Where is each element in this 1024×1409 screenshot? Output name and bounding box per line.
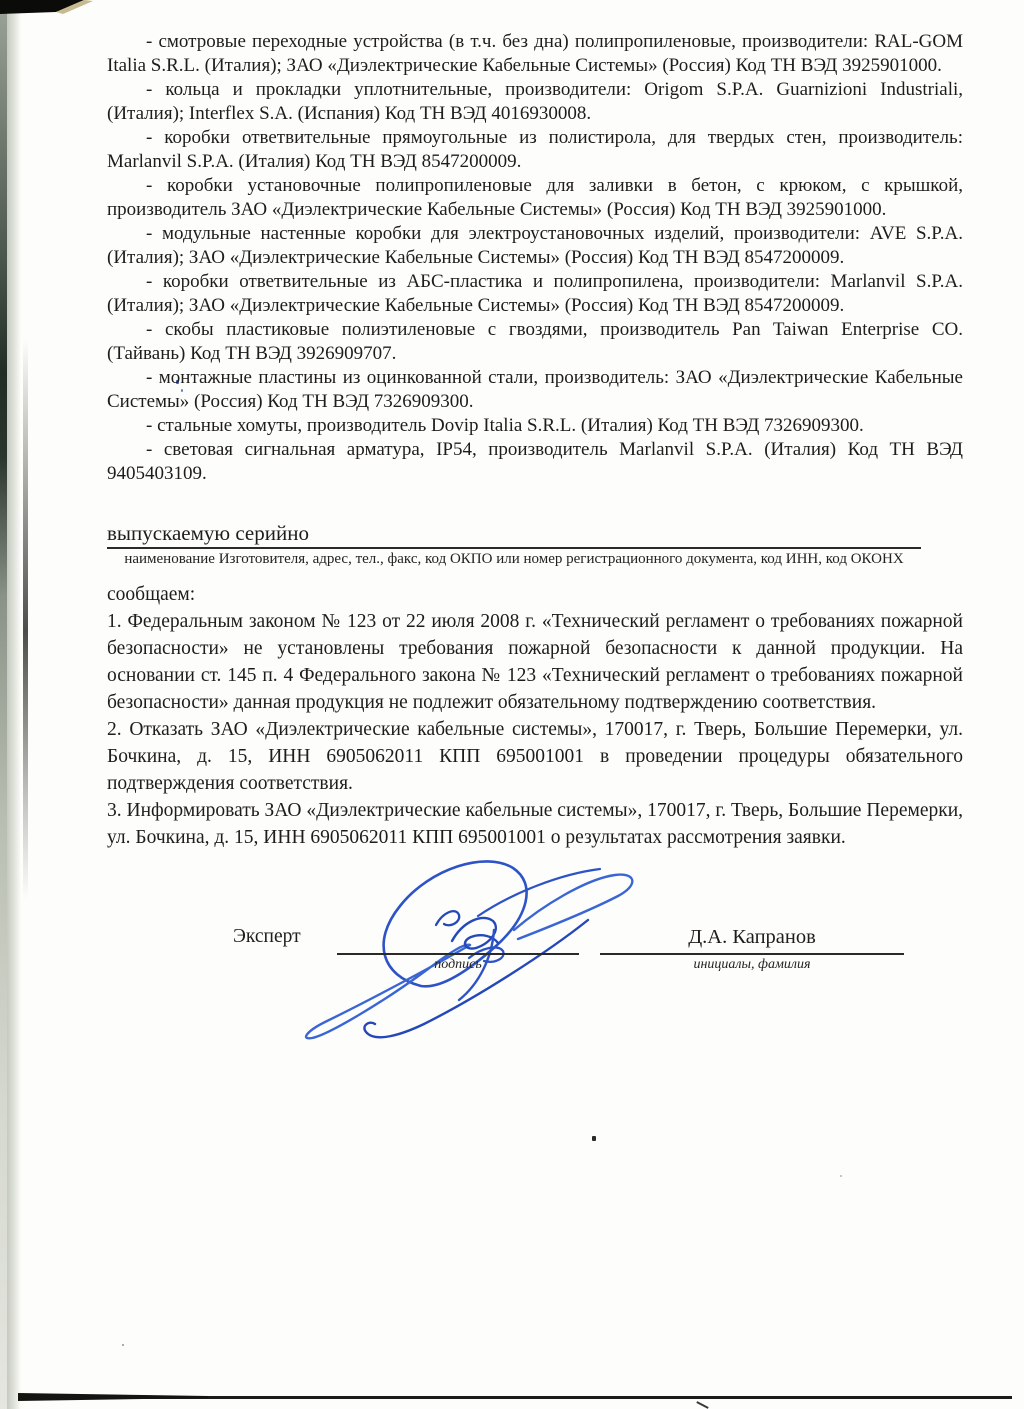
scan-bottom-tick <box>696 1401 708 1409</box>
signature-line <box>337 953 579 955</box>
intro-text: сообщаем: <box>107 584 196 605</box>
scan-left-shadow-line <box>23 340 28 900</box>
clause-item: 1. Федеральным законом № 123 от 22 июля 2008 г. «Технический регламент о требованиях пожарной безопасности» не установлены требования пожарной безопасности к данной продукции. На основании ст. 145 п. 4 Федерального закона № 123 «Технический регламент о требованиях пожарной безопасности» данная продукция не подлежит обязательному подтверждению соответствия. <box>107 611 963 713</box>
manufacturer-field-value: выпускаемую серийно <box>107 520 921 549</box>
product-item: - стальные хомуты, производитель Dovip Italia S.R.L. (Италия) Код ТН ВЭД 7326909300. <box>146 415 864 436</box>
scan-left-edge-band <box>0 8 7 1409</box>
clause-item: 2. Отказать ЗАО «Диэлектрические кабельные системы», 170017, г. Тверь, Большие Перемерки, ул. Бочкина, д. 15, ИНН 6905062011 КПП 695001001 в проведении процедуры обязательного подтверждения соответствия. <box>107 719 963 794</box>
name-caption: инициалы, фамилия <box>693 957 811 972</box>
product-item: - коробки ответвительные из АБС-пластика и полипропилена, производители: Marlanvil S.P.A. (Италия); ЗАО «Диэлектрические Кабельные Системы» (Россия) Код ТН ВЭД 8547200009. <box>107 271 963 316</box>
product-item: - световая сигнальная арматура, IP54, производитель Marlanvil S.P.A. (Италия) Код ТН ВЭД 9405403109. <box>107 439 963 484</box>
scan-speck <box>122 1344 124 1346</box>
manufacturer-field <box>107 520 921 568</box>
product-list <box>107 30 963 522</box>
product-item: - скобы пластиковые полиэтиленовые с гвоздями, производитель Pan Taiwan Enterprise CO. (Тайвань) Код ТН ВЭД 3926909707. <box>107 319 963 364</box>
manufacturer-field-caption: наименование Изготовителя, адрес, тел., факс, код ОКПО или номер регистрационного документа, код ИНН, код ОКОНХ <box>124 551 904 567</box>
scan-speck <box>592 1136 596 1141</box>
product-item: - кольца и прокладки уплотнительные, производители: Origom S.P.A. Guarnizioni Industriali, (Италия); Interflex S.A. (Испания) Код ТН ВЭД 4016930008. <box>107 79 963 124</box>
expert-role-label: Эксперт <box>233 926 301 947</box>
scan-left-edge-fade <box>7 8 21 1409</box>
product-item: - коробки ответвительные прямоугольные из полистирола, для твердых стен, производитель: Marlanvil S.P.A. (Италия) Код ТН ВЭД 8547200009. <box>107 127 963 172</box>
signature-scribble <box>280 845 660 1055</box>
clause-list <box>107 608 963 851</box>
product-item: - смотровые переходные устройства (в т.ч. без дна) полипропиленовые, производители: RAL-GOM Italia S.R.L. (Италия); ЗАО «Диэлектрические Кабельные Системы» (Россия) Код ТН ВЭД 3925901000. <box>107 31 963 76</box>
signature-caption: подпись <box>434 957 482 972</box>
product-item: - коробки установочные полипропиленовые для заливки в бетон, с крюком, с крышкой, производитель ЗАО «Диэлектрические Кабельные Системы» (Россия) Код ТН ВЭД 3925901000. <box>107 175 963 220</box>
scan-speck <box>840 1175 842 1177</box>
product-item: - монтажные пластины из оцинкованной стали, производитель: ЗАО «Диэлектрические Кабельные Системы» (Россия) Код ТН ВЭД 7326909300. <box>107 367 963 412</box>
clause-item: 3. Информировать ЗАО «Диэлектрические кабельные системы», 170017, г. Тверь, Большие Перемерки, ул. Бочкина, д. 15, ИНН 6905062011 КПП 695001001 о результатах рассмотрения заявки. <box>107 800 964 848</box>
expert-name-value: Д.А. Капранов <box>688 926 816 948</box>
name-line <box>600 953 904 955</box>
product-item: - модульные настенные коробки для электроустановочных изделий, производители: AVE S.P.A. (Италия); ЗАО «Диэлектрические Кабельные Системы» (Россия) Код ТН ВЭД 8547200009. <box>107 223 963 268</box>
scan-bottom-edge-wedge <box>18 1393 208 1401</box>
